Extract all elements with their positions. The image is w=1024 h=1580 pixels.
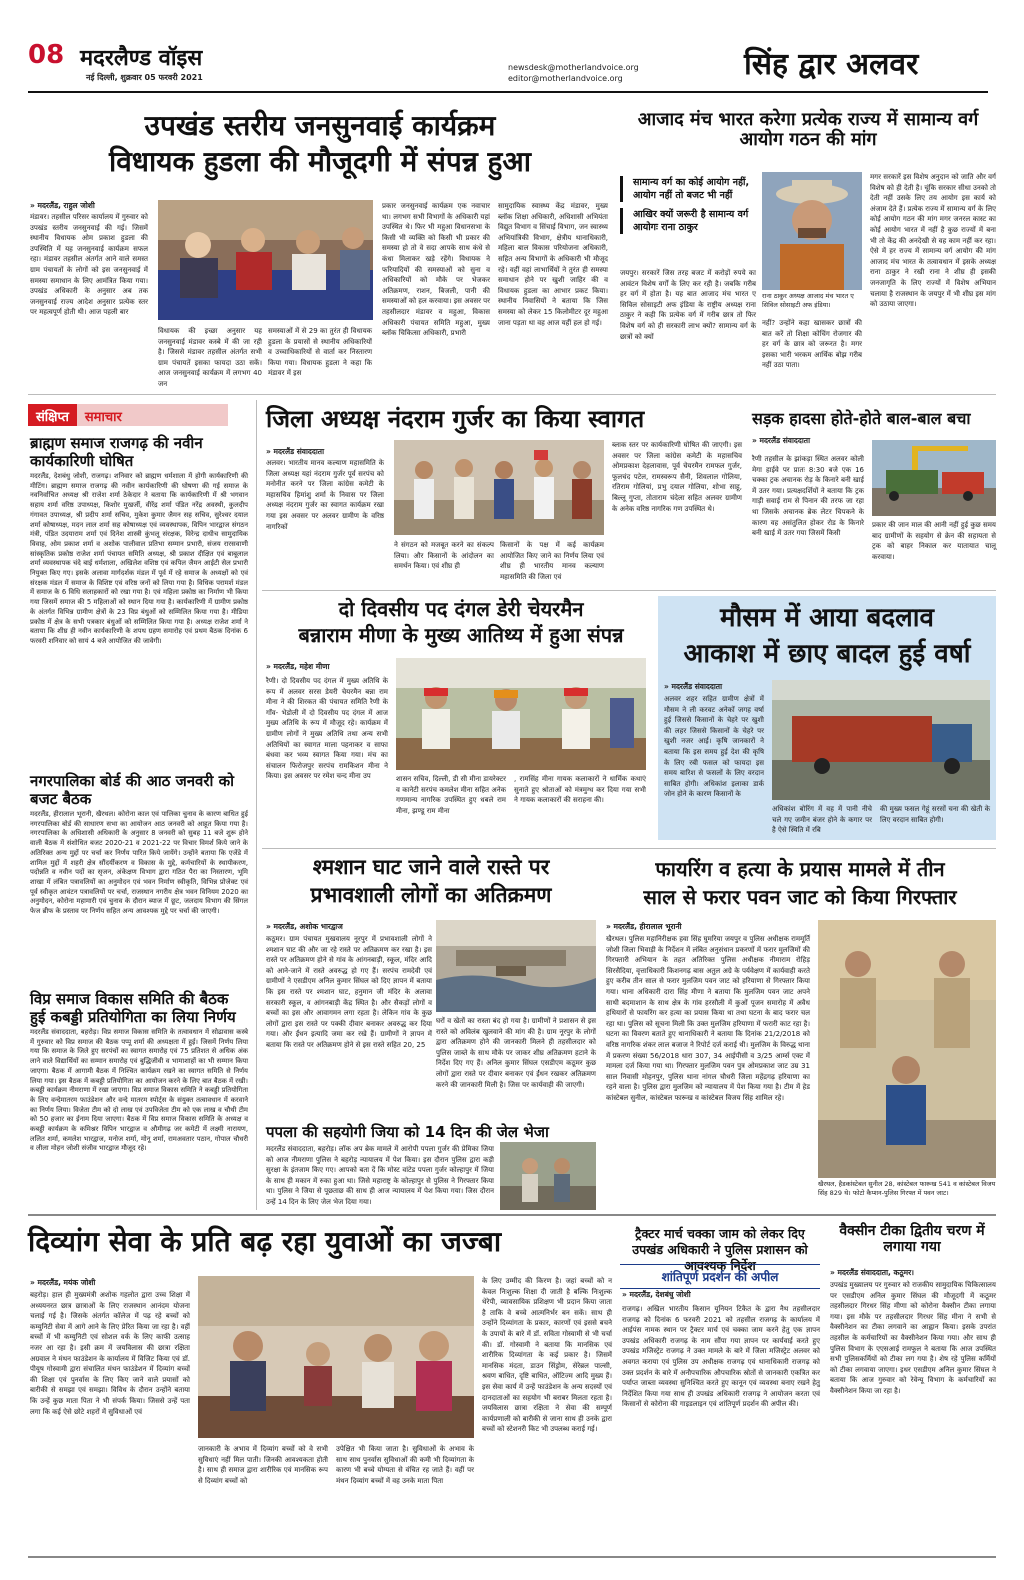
papla-headline: पपला की सहयोगी जिया को 14 दिन की जेल भेजा	[266, 1123, 549, 1141]
lead-col-2: विधायक की इच्छा अनुसार यह जनसुनवाई मंडावर कस्बे में की जा रही है। जिससे मंडावर तहसील अंतर्गत सभी ग्राम पंचायतें इसका फायदा उठा सकें। आज जनसुनवाई कार्यक्रम में लगभग 40 जन	[158, 327, 262, 388]
mausam-photo	[772, 680, 990, 800]
brief-item-3-title: विप्र समाज विकास समिति की बैठक हुई कबड्डी प्रतियोगिता का लिया निर्णय	[30, 990, 236, 1026]
firing-col-1: खैरथल। पुलिस महानिरीक्षक हवा सिंह घुमरिया जयपुर व पुलिस अधीक्षक राममूर्ति जोशी जिला भिवाड़ी के निर्देशन में लंबित अनुसंधान प्रकरणों में फरार मुलजिमों की गिरफ्तारी अभियान के तहत अतिरिक्त पुलिस अधीक्षक नीमाराम रोहिड़ सिरसैदिया, वृत्ताधिकारी किशनगढ़ बास अतुल अग्रे के पर्यवेक्षण में कार्यवाही करते हुए करीब तीन साल से फरार मुलजिम पवन जाट को हरियाणा से गिरफ्तार किया गया। थाना अधिकारी दारा सिंह मीणा ने बताया कि मुलजिम पवन जाट अपने साथी बदमाशान के साथ क्षेत्र के गांव हरसौली में कुओं पूजन समारोह में अवैध हथियारों से फायरिंग कर हत्या का प्रयास किया था तथा घटना के बाद फरार चल रहा था। पुलिस को सूचना मिली कि उक्त मुलजिम हरियाणा में फरारी काट रहा है। घटना का विवरण बताते हुए थानाधिकारी ने बताया कि दिनांक 21/2/2018 को वरिष्ठ नागरिक शंकर लाल बजाज ने रिपोर्ट दर्ज कराई थी। मुलजिम के विरुद्ध थाना में प्रकरण संख्या 56/2018 धारा 307, 34 आईपीसी व 3/25 आर्म्स एक्ट में मामला दर्ज किया गया था। गिरफ्तार मुलजिम पवन पुत्र ओमप्रकाश जाट उम्र 31 साल निवासी मोहनपुर, पुलिस थाना नांगल चौधरी जिला महेंद्रगढ़ हरियाणा का रहने वाला है। पुलिस द्वारा मुलजिम को न्यायालय में पेश किया गया है। टीम में हेड कांस्टेबल सुनील, कांस्टेबल फारूख व कांस्टेबल विजय सिंह शामिल रहे।	[606, 935, 810, 1102]
lead-col-1: मंडावर। तहसील परिसर कार्यालय में गुरुवार को उपखंड स्तरीय जनसुनवाई की गई। जिसमें स्थानीय विधायक ओम प्रकाश हुडला की उपस्थिति में यह जनसुनवाई कार्यक्रम सफल रहा। मंडावर तहसील अंतर्गत आने वाले समस्त ग्राम पंचायतों के लोगों को इस जनसुनवाई में समस्या समाधान के लिए आमंत्रित किया गया। उपखंड अधिकारी के अनुसार अब तक जनसुनवाई राज्य आदेश अनुसार प्रत्येक स्तर पर महत्वपूर्ण होती थी। आज पहली बार	[30, 213, 148, 317]
azad-photo-caption: राना ठाकुर अध्यक्ष आजाद मंच भारत ए सिविल सोसाइटी अफ इंडिया।	[762, 292, 854, 309]
section-rule-4	[28, 1214, 996, 1216]
page-number: 08	[28, 40, 65, 70]
sadak-headline: सड़क हादसा होते-होते बाल-बाल बचा	[752, 409, 971, 428]
papla-photo	[500, 1142, 596, 1210]
mausam-col-2: अधिकांश बोरिंग में वह में पानी नीचे चले गए जमीन बंजर होने के कगार पर है ऐसे स्थिति में रबि	[772, 805, 872, 835]
dangal-col-1: रैणी। दो दिवसीय पद दंगल में मुख्य अतिथि के रूप में अलवर सरस डेयरी चेयरमैन बन्ना राम मीना ने की शिरकत की पंचायत समिति रैणी के गाँव- भेडोली में दो दिवसीय पद दंगल में आज मुख्य अतिथि के रूप में मौजूद रहे। कार्यक्रम में ग्रामीण लोगों ने मुख्य अतिथि तथा अन्य सभी अतिथियों का स्वागत माला पहनाकर व साफा बंधवा कर भव्य स्वागत किया गया। मंच का संचालन फिरोजपुर सरपंच रामकिशन मीना ने किया। इस अवसर पर रमेश चन्द मीना उप	[266, 677, 388, 781]
zila-byline: » मदरलैंड संवाददाता	[266, 447, 324, 457]
section-rule-1	[28, 394, 996, 395]
shamshan-headline-2: प्रभावशाली लोगों का अतिक्रमण	[310, 883, 552, 907]
section-rule-2	[262, 590, 996, 591]
brief-item-2	[30, 772, 248, 986]
brief-vertical-rule	[256, 400, 257, 1210]
brief-item-1-title: ब्राह्मण समाज राजगढ़ की नवीन कार्यकारिणी घोषित	[30, 434, 203, 470]
lead-col-3: समस्याओं में से 29 का तुरंत ही विधायक हुडला के प्रयासों से स्थानीय अधिकारियों व उच्चाधिकारियों से वार्ता कर निस्तारण किया गया। विधायक हुडला ने कहा कि मंडावर में इस	[268, 327, 372, 378]
brief-item-2-text: मदरलैंड, हीरालाल भूरानी, खैरथल। कोरोना काल एवं पालिका चुनाव के कारण बाधित हुई नगरपालिका बोर्ड की साधारण सभा का आयोजन आठ जनवरी को आहूत किया गया है। नगरपालिका के अधिशासी अधिकारी के अनुसार 8 जनवरी को सुबह 11 बजे शुरू होने वाली बैठक में संशोधित बजट 2020-21 व 2021-22 पर विचार विमर्श किये जाने के अतिरिक्त अन्य मुद्दों पर चर्चा कर निर्णय पारित किये जायेंगे। उन्होंने बताया कि एजेंडे में शामिल मुद्दों में शहरी क्षेत्र सौंदर्यीकरण व विकास के मुद्दे, कर्मचारियों के स्थायीकरण, पदोन्नति व नवीन पदों का सृजन, अंकेक्षण विभाग द्वारा गठित पैरा का निस्तारण, भूमि शाखा में लंबित पत्रावलियों का अनुमोदन एवं भवन निर्माण स्वीकृति, विभिन्न प्रोजेक्ट एवं पूर्व स्वीकृत आवंटन पत्रावलियों पर चर्चा, राजस्थान नगरीय क्षेत्र भवन विनियम 2020 का अनुमोदन, कोरोना महामारी एवं चुनाव के दौरान ब्याज में छूट, जलदाय विभाग की सिंगल फेज ब्रीफ के प्रस्ताव पर निर्णय सहित अन्य आवश्यक मुद्दे पर चर्चा की जाएगी।	[30, 810, 248, 916]
sadak-col-1: रैणी तहसील के झांकड़ा स्थित अलवर कोली मेगा हाईवे पर प्रातः 8:30 बजे एक 16 चक्का ट्रक अचानक रोड़ के किनारे बनी खाई में उतर गया। प्रत्यक्षदर्शियों ने बताया कि ट्रक गाड़ी सवाई राम से पिनान की तरफ जा रहा था जिसके अचानक ब्रेक लेटर चिपकने के कारण वह असंतुलित होकर रोड के किनारे बनी खाई में उतर गया जिसमें किसी	[752, 455, 864, 538]
sadak-byline: » मदरलैंड संवाददाता	[752, 436, 810, 446]
lead-col-5: सामुदायिक स्वास्थ्य केंद्र मंडावर, मुख्य ब्लॉक शिक्षा अधिकारी, अधिशासी अभियंता विद्युत विभाग व सिंचाई विभाग, जन स्वास्थ्य अभियांत्रिकी विभाग, क्षेत्रीय थानाधिकारी, महिला बाल विकास परियोजना अधिकारी, सहित अन्य विभागों के अधिकारी भी मौजूद रहे। वहीं वहां लाभार्थियों ने तुरंत ही समस्या समाधान होने पर खुशी जाहिर की व विधायक हुडला का आभार प्रकट किया। स्थानीय निवासियों ने बताया कि जिस समस्या को लेकर 15 किलोमीटर दूर महुआ जाना पड़ता था वह आज यहीं हल हो गई।	[498, 202, 608, 327]
divyang-photo	[198, 1276, 474, 1438]
sadak-photo	[872, 440, 996, 516]
vaccine-headline: वैक्सीन टीका द्वितीय चरण में लगाया गया	[839, 1223, 985, 1255]
shamshan-byline: » मदरलैंड, अशोक भारद्वाज	[266, 922, 343, 932]
zila-col-3: किसानों के पक्ष में कई कार्यक्रम आयोजित किए जाने का निर्णय लिया एवं शीघ्र ही भारतीय मानव कल्याण महासमिति की जिला एवं	[500, 541, 604, 581]
brief-item-1-text: मदरलैंड, देशबंधु जोशी, राजगढ़। शनिवार को ब्राह्मण धर्मशाला में होगी कार्यकारिणी की मीटिंग। ब्राह्मण समाज राजगढ़ की नवीन कार्यकारिणी की घोषणा की गई समाज के नवनिर्वाचित अध्यक्ष श्री राजेश शर्मा ठेकेदार ने बताया कि कार्यकारिणी में श्री भगवान सहाय शर्मा वरिष्ठ उपाध्यक्ष, किशोर मुखर्जी, वीरेंद्र शर्मा पंडित नरेंद्र अवस्थी, कुलदीप गंगावत उपाध्यक्ष, श्री प्रदीप शर्मा सचिव, मुकेश कुमार जैमन सह सचिव, सुरेश्वर दयाल शर्मा कोषाध्यक्ष, मदन लाल शर्मा सह कोषाध्यक्ष एवं व्यवस्थापक, विपिन भारद्वाज संगठन मंत्री, पंडित उदयाराम शर्मा एवं दिनेश शास्त्री कुंभलू संरक्षक, विरेन्द्र दाधीच सामुदायिक विवाह, ओम प्रकाश शर्मा व अशोक पालीवाल प्रतिभा सम्मान प्रभारी, संजय रारसवाणी सांस्कृतिक प्रकोष्ठ राजेश शर्मा पंचायत समिति अध्यक्ष, श्री प्रकाश दीक्षित एवं बाबूलाल शर्मा व्यवस्थापक चंदे बाई धर्मशाला, अखिलेश वशिष्ठ एवं कपिल जैमन आईटी सेल प्रभारी नियुक्त किए गए। इसके अलावा मार्गदर्शक मंडल में पूर्व में रहे समाज के अध्यक्षों को एवं संरक्षक मंडल में समाज के विशिष्ट एवं वरिष्ठ जनों को लिया गया है। विधिक परामर्श मंडल में समाज के 6 विधि सलाहकारों को रखा गया है। एवं महिला प्रकोष्ठ का निर्माण भी किया गया जिसमें समाज की 5 महिलाओं को स्थान दिया गया है। कार्यकारिणी में ग्रामीण प्रकोष्ठ के अंतर्गत विभिन्न ग्रामीण क्षेत्रों के 23 विप्र बंधुओं को सम्मिलित किया गया है। मीडिया प्रकोष्ठ में क्षेत्र के सभी पत्रकार बंधुओं को सम्मिलित किया गया है। अध्यक्ष राजेश शर्मा ने बताया कि शीघ्र ही नवीन कार्यकारिणी के शपथ ग्रहण समारोह एवं प्रथम बैठक दिनांक 6 फरवरी शनिवार को सायं 4 बजे आयोजित की जावेगी।	[30, 472, 248, 645]
papla-col-1: मदरलैंड संवाददाता, बहरोड़। लॉक अप ब्रेक मामले में आरोपी पपला गुर्जर की प्रेमिका जिया को आज नीमराणा पुलिस ने बहरोड़ न्यायालय में पेश किया। इस दौरान पुलिस द्वारा कड़ी सुरक्षा के इंतजाम किए गए। आपको बता दें कि मोस्ट वांटेड पपला गुर्जर कोल्हापुर में जिया के साथ ही मकान में रुका हुआ था। जिसे महाराष्ट्र के कोल्हापुर से पुलिस ने गिरफ्तार किया था। पुलिस ने जिया से पूछताछ की साथ ही आज न्यायालय में पेश किया गया। जिस दौरान उन्हें 14 दिन के लिए जेल भेज दिया गया।	[266, 1145, 494, 1206]
dangal-photo	[396, 658, 646, 770]
paper-name: मदरलैण्ड वॉइस	[80, 46, 203, 71]
brief-item-3-text: मदरलैंड संवाददाता, बहरोड़। विप्र समाज विकास समिति के तत्वावधान में सोढावास कस्बे में गुरुवार को विप्र समाज की बैठक पप्पू शर्मा की अध्यक्षता में हुई। जिसमें निर्णय लिया गया कि समाज के जिले हुए सरपंचों का स्वागत समारोह एवं 75 प्रतिशत से अधिक अंक लाने वाले विद्यार्थियों का सम्मान समारोह एवं बुद्धिजीवी व भामाशाहों का भी सम्मान किया जाएगा। बैठक में आगामी बैठक में निश्चित कार्यक्रम रखने का स्वागत समिति से निर्णय लिया गया। इस बैठक में कबड्डी प्रतियोगिता का आयोजन करने के लिए बात बैठक में रखी। कबड्डी कार्यक्रम नीमराणा में रखा जाएगा। विप्र समाज विकास समिति ने कबड्डी प्रतियोगिता के लिए वन्देमातरम फाउंडेशन और वन्दे मातरम स्पोर्ट्स के संयुक्त तत्वावधान में करवाने का निर्णय लिया। विजेता टीम को दो लाख एवं उपविजेता टीम को एक लाख व चौथी टीम को 50 हजार का ईनाम दिया जाएगा। बैठक में विप्र समाज विकास समिति के अध्यक्ष व कबड्डी कार्यक्रम के कमिश्नर विपिन भारद्वाज व औमीगढ़ जर कमेटी में लक्ष्मी नारायण, ललित शर्मा, कमलेश भारद्वाज, मनोज शर्मा, मोनू शर्मा, रामअवतार पठान, गोपाल चौधरी व लीला मोहन जोशी संजीव भारद्वाज मौजूद रहे।	[30, 1028, 248, 1153]
vaccine-byline: » मदरलैंड संवाददाता, कठूमर।	[830, 1268, 914, 1278]
azad-bullets	[620, 176, 756, 234]
zila-col-2: ने संगठन को मजबूत करने का संकल्प लिया। और किसानों के आंदोलन का समर्थन किया। एवं शीघ्र ही	[394, 541, 494, 571]
brief-label-2: समाचार	[77, 404, 228, 426]
dangal-byline: » मदरलैंड, महेश मीणा	[266, 662, 330, 672]
shamshan-headline-1: श्मशान घाट जाने वाले रास्ते पर	[312, 855, 550, 879]
divyang-col-4: के लिए उम्मीद की किरण है। जहां बच्चों को न केवल निःशुल्क शिक्षा दी जाती है बल्कि निःशुल्क थेरेपी, व्यावसायिक प्रशिक्षण भी प्रदान किया जाता है ताकि वे बच्चे आत्मनिर्भर बन सकें। साथ ही उन्होंने दिव्यांगता के प्रकार, कारणों एवं इससे बचने के उपायों के बारे में डॉ. सविता गोस्वामी से भी चर्चा की। डॉ. गोस्वामी ने बताया कि मानसिक एवं शारीरिक दिव्यांगता के कई प्रकार है। जिसमें मानसिक मंदता, डाउन सिंड्रोम, सेरेब्रल पाल्सी, श्रवण बाधित, दृष्टि बाधित, ऑटिज्म आदि मुख्य हैं। इस सेवा कार्य में उन्हें फाउंडेशन के अन्य सदस्यों एवं दानदाताओं का सहयोग भी बराबर मिलता रहता है। जयविलास छात्रा रक्षिता ने सेवा की सम्पूर्ण कार्यप्रणाली को बारीकी से जाना साथ ही उनके द्वारा बच्चों को स्टेशनरी किट भी उपलब्ध कराई गई।	[482, 1277, 612, 1434]
divyang-headline: दिव्यांग सेवा के प्रति बढ़ रहा युवाओं का जज्बा	[28, 1225, 502, 1258]
shamshan-photo	[436, 920, 596, 1012]
azad-photo	[762, 172, 862, 290]
dateline: नई दिल्ली, शुक्रवार 05 फरवरी 2021	[86, 73, 203, 82]
dangal-col-3: , रामसिंह मीना गायक कलाकारों ने धार्मिक कथाएं सुनाते हुए श्रोताओं को मंत्रमुग्ध कर दिया गया सभी ने गायक कलाकारों की सराहना की।	[514, 775, 646, 805]
zila-photo	[394, 440, 604, 535]
firing-photo-caption: खैरथल, हैडकांस्टेबल सुनील 28, कांस्टेबल फारूख 541 व कांस्टेबल विजय सिंह 829 थे। फोटो कैप्शन-पुलिस गिरफ्त में पवन जाट।	[818, 1180, 996, 1197]
brief-item-2-title: नगरपालिका बोर्ड की आठ जनवरी को बजट बैठक	[30, 772, 235, 808]
tractor-byline: » मदरलैंड, देशबंधु जोशी	[622, 1290, 691, 1300]
section-rule-3	[262, 848, 996, 849]
firing-byline: » मदरलैंड, हीरालाल भूरानी	[606, 922, 682, 932]
azad-bullet-1: सामान्य वर्ग का कोई आयोग नहीं, आयोग नहीं तो बजट भी नहीं	[620, 176, 756, 202]
firing-headline-1: फायरिंग व हत्या के प्रयास मामले में तीन	[655, 857, 945, 881]
zila-col-1: अलवर। भारतीय मानव कल्याण महासमिति के जिला अध्यक्ष यहां नंदराम गुर्जर पूर्व सरपंच को मनोनीत करने पर जिला कांग्रेस कमेटी के महासचिव हिमांशु शर्मा के निवास पर जिला अध्यक्ष नंदराम गुर्जर का स्वागत कार्यक्रम रखा गया इस अवसर पर अलवर ग्रामीण के वरिष्ठ नागरिकों	[266, 459, 384, 531]
mausam-col-3: की मुख्य फसल गेहूं सरसों चना की खेती के लिए वरदान साबित होगी।	[880, 805, 990, 824]
masthead-rule	[28, 91, 988, 93]
lead-photo	[158, 200, 373, 320]
dangal-headline-1: दो दिवसीय पद दंगल डेरी चेयरमैन	[338, 597, 584, 621]
azad-col-2: नहीं? उन्होंने कहा खासकर छात्रों की बात करें तो शिक्षा कोचिंग रोजगार की हर वर्ग के छात्र को जरूरत है। मगर इसका भारी भरकम आर्थिक बोझ गरीब नहीं उठा पाता।	[762, 319, 862, 370]
email-editor[interactable]: editor@motherlandvoice.org	[508, 74, 623, 83]
lead-byline: » मदरलैंड, राहुल जोशी	[30, 201, 95, 211]
vaccine-col-1: उपखंड मुख्यालय पर गुरुवार को राजकीय सामुदायिक चिकित्सालय पर एसडीएम अनिल कुमार सिंघल की मौजूदगी में कठूमर तहसीलदार गिरधर सिंह मीणा को कोरोना वैक्सीन टीका लगाया गया। इस मौके पर तहसीलदार गिरधर सिंह मीना ने सभी से वैक्सीनेशन का टीका लगवाने का आह्वान किया। इसके उपरांत तहसील के कर्मचारियों का वैक्सीनेशन किया गया। और साथ ही पुलिस विभाग के एएसआई रामफूल ने बताया कि आज उपस्थित सभी पुलिसकर्मियों को टीका लग गया है। शेष रहे पुलिस कर्मियों को टीका लगवाया जाएगा। इधर एसडीएम अनिल कुमार सिंघल ने बताया कि आज गुरुवार को रेवेन्यू विभाग के कर्मचारियों का वैक्सीनेशन किया जा रहा है।	[830, 1281, 996, 1395]
brief-item-3	[30, 990, 248, 1246]
zila-col-4: ब्लाक स्तर पर कार्यकारिणी घोषित की जाएगी। इस अवसर पर जिला कांग्रेस कमेटी के महासचिव ओमप्रकाश देहलावास, पूर्व चेयरमैन रामफल गुर्जर, फूलचंद पटेल, रामस्वरूप सैनी, शिवलाल गोलिया, रतिराम गोलियां, प्रभु दयाल गोलिया, शोभा साहू, बिल्लू गुप्ता, तोताराम चंदेला सहित अलवर ग्रामीण के अनेक वरिष्ठ नागरिक गण उपस्थित थे।	[612, 441, 742, 513]
sadak-col-2: प्रकार की जान माल की आनी नहीं हुई कुछ समय बाद ग्रामीणों के सहयोग से क्रेन की सहायता से ट्रक को बाहर निकाल कर यातायात चालू करवाया।	[872, 521, 996, 561]
email-newsdesk[interactable]: newsdesk@motherlandvoice.org	[508, 63, 639, 72]
brief-item-1	[30, 434, 248, 772]
brief-label-1: संक्षिप्त	[28, 404, 77, 426]
tractor-headline: ट्रैक्टर मार्च चक्का जाम को लेकर दिए उपखंड अधिकारी ने पुलिस प्रशासन को आवश्यक निर्देश	[632, 1226, 808, 1273]
lead-headline-1: उपखंड स्तरीय जनसुनवाई कार्यक्रम	[144, 109, 496, 142]
dangal-headline-2: बन्नाराम मीणा के मुख्य आतिथ्य में हुआ संपन्न	[298, 623, 624, 647]
tractor-col-1: राजगढ़। अखिल भारतीय किसान यूनियन टिकैत के द्वारा नैथ तहसीलदार राजगढ़ को दिनांक 6 फरवरी 2021 को तहसील राजगढ़ के कार्यालय में आईपंस नामक स्थान पर ट्रैक्टर मार्च एवं चक्का जाम करने हेतु एक ज्ञापन उपखंड अधिकारी राजगढ़ के नाम सौंपा गया ज्ञापन पर कार्यवाई करते हुए उपखंड मजिस्ट्रेट राजगढ़ ने उक्त मामले के बारे में जिला मजिस्ट्रेट अलवर को अवगत कराया एवं पुलिस उप अधीक्षक राजगढ़ एवं थानाधिकारी राजगढ़ को उक्त प्रदर्शन के बारे में अनौपचारिक औपचारिक स्रोतों से जानकारी एकत्रित कर पर्याप्त जाब्ता व्यवस्था सुनिश्चित करते हुए कानून एवं व्यवस्था बनाए रखने हेतु निर्देशित किया गया साथ ही उपखंड अधिकारी राजगढ़ ने आयोजन करता एवं किसानों से कोरोना की गाइडलाइन एवं शांतिपूर्ण प्रदर्शन की अपील की।	[622, 1305, 820, 1409]
divyang-col-1: बहरोड़। हाल ही मुख्यमंत्री अशोक गहलोत द्वारा उच्च शिक्षा में अध्ययनरत छात्र छात्राओं के लिए राजस्थान आनंदम योजना चलाई गई है। जिसके अंतर्गत कॉलेज में पढ़ रहे बच्चों को कम्युनिटी सेवा में आगे आने के लिए प्रेरित किया जा रहा है। वहीं बच्चों में भी कम्युनिटी एवं सोशल वर्क के लिए काफी उत्साह नजर आ रहा है। इसी क्रम में जयविलास की छात्रा रक्षिता अग्रवाल ने मंथन फाउंडेशन के कार्यालय में विजिट किया एवं डॉ. पीयूष गोस्वामी द्वारा संचालित मंथन फाउंडेशन में दिव्यांग बच्चों की शिक्षा एवं पुनर्वास के लिए किए जाने वाले प्रयासों को बारीकी से समझा एवं समझा। विविध के दौरान उन्होंने बताया कि उन्हें कुछ माता पिता ने भी संपर्क किया। जिससे उन्हें पता लगा कि कई ऐसे छोटे शहरों में सुविधाओं एवं	[30, 1291, 190, 1416]
divyang-col-3: उपेक्षित भी किया जाता है। सुविधाओं के अभाव के साथ साथ पुनर्वास सुविधाओं की कमी भी दिव्यांगता के कारण भी बच्चे योग्यता से वंचित रह जाते हैं। वहीं पर मंथन दिव्यांग बच्चों में वह उनके माता पिता	[336, 1445, 474, 1485]
mausam-col-1: अलवर शहर सहित ग्रामीण क्षेत्रों में मौसम ने ली करवट अनेकों जगह वर्षा हुई जिससे किसानों के चेहरे पर खुशी की लहर जिससे किसानों के चेहरे पर खुशी नजर आई। कृषि जानकारों ने बताया कि इस समय हुई देश की कृषि के लिए रबी फसल को फायदा इस समय बारिश से फसलों के लिए वरदान साबित होगी। अधिकांश इलाका डार्क जोन होने के कारण किसानों के	[664, 695, 764, 799]
divyang-byline: » मदरलैंड, मयंक जोशी	[30, 1278, 95, 1288]
lead-headline-2: विधायक हुडला की मौजूदगी में संपन्न हुआ	[108, 145, 532, 178]
azad-col-1: जयपुर। सरकारें जिस तरह बजट में करोड़ों रुपये का आवंटन विशेष वर्गों के लिए कर रही है। जबकि गरीब हर वर्ग में होता है। यह बात आजाद मंच भारत ए सिविल सोसाइटी अफ इंडिया के राष्ट्रीय अध्यक्ष राना ठाकुर ने कही कि प्रत्येक वर्ग में गरीब छात्र तो फिर विशेष वर्ग को ही सरकारी लाभ क्यों? सामान्य वर्ग के छात्रों को क्यों	[620, 269, 756, 341]
divyang-col-2: जानकारी के अभाव में दिव्यांग बच्चों को वे सभी सुविधाएं नहीं मिल पाती। जिनकी आवश्यकता होती है। साथ ही समाज द्वारा शारीरिक एवं मानसिक रूप से दिव्यांग बच्चों को	[198, 1445, 328, 1485]
shamshan-col-2: घरों व खेतों का रास्ता बंद हो गया है। ग्रामीणों ने प्रशासन से इस रास्ते को अविलंब खुलवाने की मांग की है। ग्राम नूरपुर के लोगों द्वारा अतिक्रमण होने की जानकारी मिलने ही तहसीलदार को पुलिस जाब्ते के साथ मौके पर जाकर शीघ्र अतिक्रमण हटाने के निर्देश दिए गए हैं। अनिल कुमार सिंघल एसडीएम कठूमर कुछ लोगों द्वारा रास्ते पर दीवार बनाकर एवं ईंधन रखकर अतिक्रमण करने की जानकारी मिली है। जिस पर कार्यवाही की जाएगी।	[436, 1017, 596, 1089]
dangal-col-2: शासन सचिव, दिल्ली, डी सी मीना डायरेक्टर व कानेटी सरपंच कमलेश मीना सहित अनेक गणमान्य नागरिक उपस्थित हुए धबले राम मीना, झण्डू राम मीना	[396, 775, 506, 815]
lead-col-4: प्रकार जनसुनवाई कार्यक्रम एक नवाचार था। लगभग सभी विभागों के अधिकारी यहां उपस्थित थे। फिर भी महुआ विधानसभा के किसी भी व्यक्ति को किसी भी प्रकार की समस्या हो तो वे सदा आपके साथ कंधे से कंधा मिलाकर खड़े रहेंगे। विधायक ने फरियादियों की समस्याओं को सुना व अधिकारियों को मौके पर भेजकर अतिक्रमण, राशन, बिजली, पानी की समस्याओं को हल करवाया। इस अवसर पर तहसीलदार मंडावर व महुआ, विकास अधिकारी पंचायत समिति महुआ, मुख्य ब्लॉक चिकित्सा अधिकारी, प्रभारी	[382, 202, 490, 338]
zila-headline: जिला अध्यक्ष नंदराम गुर्जर का किया स्वागत	[266, 405, 645, 433]
shamshan-col-1: कठूमर। ग्राम पंचायत मुखवालय नूरपुर में प्रभावशाली लोगों ने श्मशान घाट की और जा रहे रास्ते पर अतिक्रमण कर रखा है। इस रास्ते पर अतिक्रमण होने से गांव के आंगनबाड़ी, स्कूल, मंदिर आदि को आने-जाने में रास्ते अवरुद्ध हो गए हैं। सरपंच रामदेवी एवं ग्रामीणों ने एसडीएम अनिल कुमार सिंघल को दिए ज्ञापन में बताया कि इस रास्ते पर श्मशान घाट, हनुमान जी मंदिर के अलावा सरकारी स्कूल, व आंगनबाड़ी केंद्र स्थित है। और सैकड़ों लोगों व बच्चों का इस और आवागमन लगा रहता है। लेकिन गांव के कुछ लोगों द्वारा इस रास्ते पर पक्की दीवार बनाकर अवरुद्ध कर दिया गया। और ईंधन इत्यादि जमा कर रखे हैं। ग्रामीणों ने ज्ञापन में बताया कि रास्ते पर अतिक्रमण होने से इस रास्ते सहित 20, 25	[266, 935, 432, 1049]
azad-col-3: मगर सरकारें इस विशेष अनुदान को जाति और वर्ग विशेष को ही देती है। चूंकि सरकार सीधा उनको तो देती नहीं उसके लिए तय आयोग इस कार्य को अंजाम देते हैं। प्रत्येक राज्य में सामान्य वर्ग के लिए कोई आयोग गठन की मांग मगर जनरल कास्ट का कोई आयोग भारत में नहीं है कुछ राज्यों में बना भी तो केंद्र की अनदेखी से वह काम नहीं कर रहा। ऐसे में हर राज्य में सामान्य वर्ग आयोग की मांग आजाद मंच भारत के तत्वावधान में इसके अध्यक्ष राना ठाकुर ने रखी राना ने शीघ्र ही इसकी जनजागृति के लिए राज्यों में विशेष अभियान चलाया है राजस्थान के जयपुर में भी शीघ्र इस मांग को उठाया जाएगा।	[870, 173, 996, 309]
mausam-headline-1: मौसम में आया बदलाव	[720, 603, 934, 633]
firing-headline-2: साल से फरार पवन जाट को किया गिरफ्तार	[643, 885, 957, 909]
bottom-rule	[28, 1556, 996, 1558]
azad-headline: आजाद मंच भारत करेगा प्रत्येक राज्य में सामान्य वर्ग आयोग गठन की मांग	[637, 109, 979, 151]
brief-label	[28, 404, 228, 426]
azad-bullet-2: आखिर क्यों जरूरी है सामान्य वर्ग आयोगः राना ठाकुर	[620, 208, 756, 234]
mausam-byline: » मदरलैंड संवाददाता	[664, 682, 722, 692]
masthead	[0, 0, 1024, 92]
edition-title: सिंह द्वार अलवर	[744, 47, 919, 82]
firing-photo	[818, 920, 996, 1178]
tractor-subhead: शांतिपूर्ण प्रदर्शन की अपील	[620, 1264, 820, 1289]
mausam-headline-2: आकाश में छाए बादल हुई वर्षा	[683, 639, 971, 669]
